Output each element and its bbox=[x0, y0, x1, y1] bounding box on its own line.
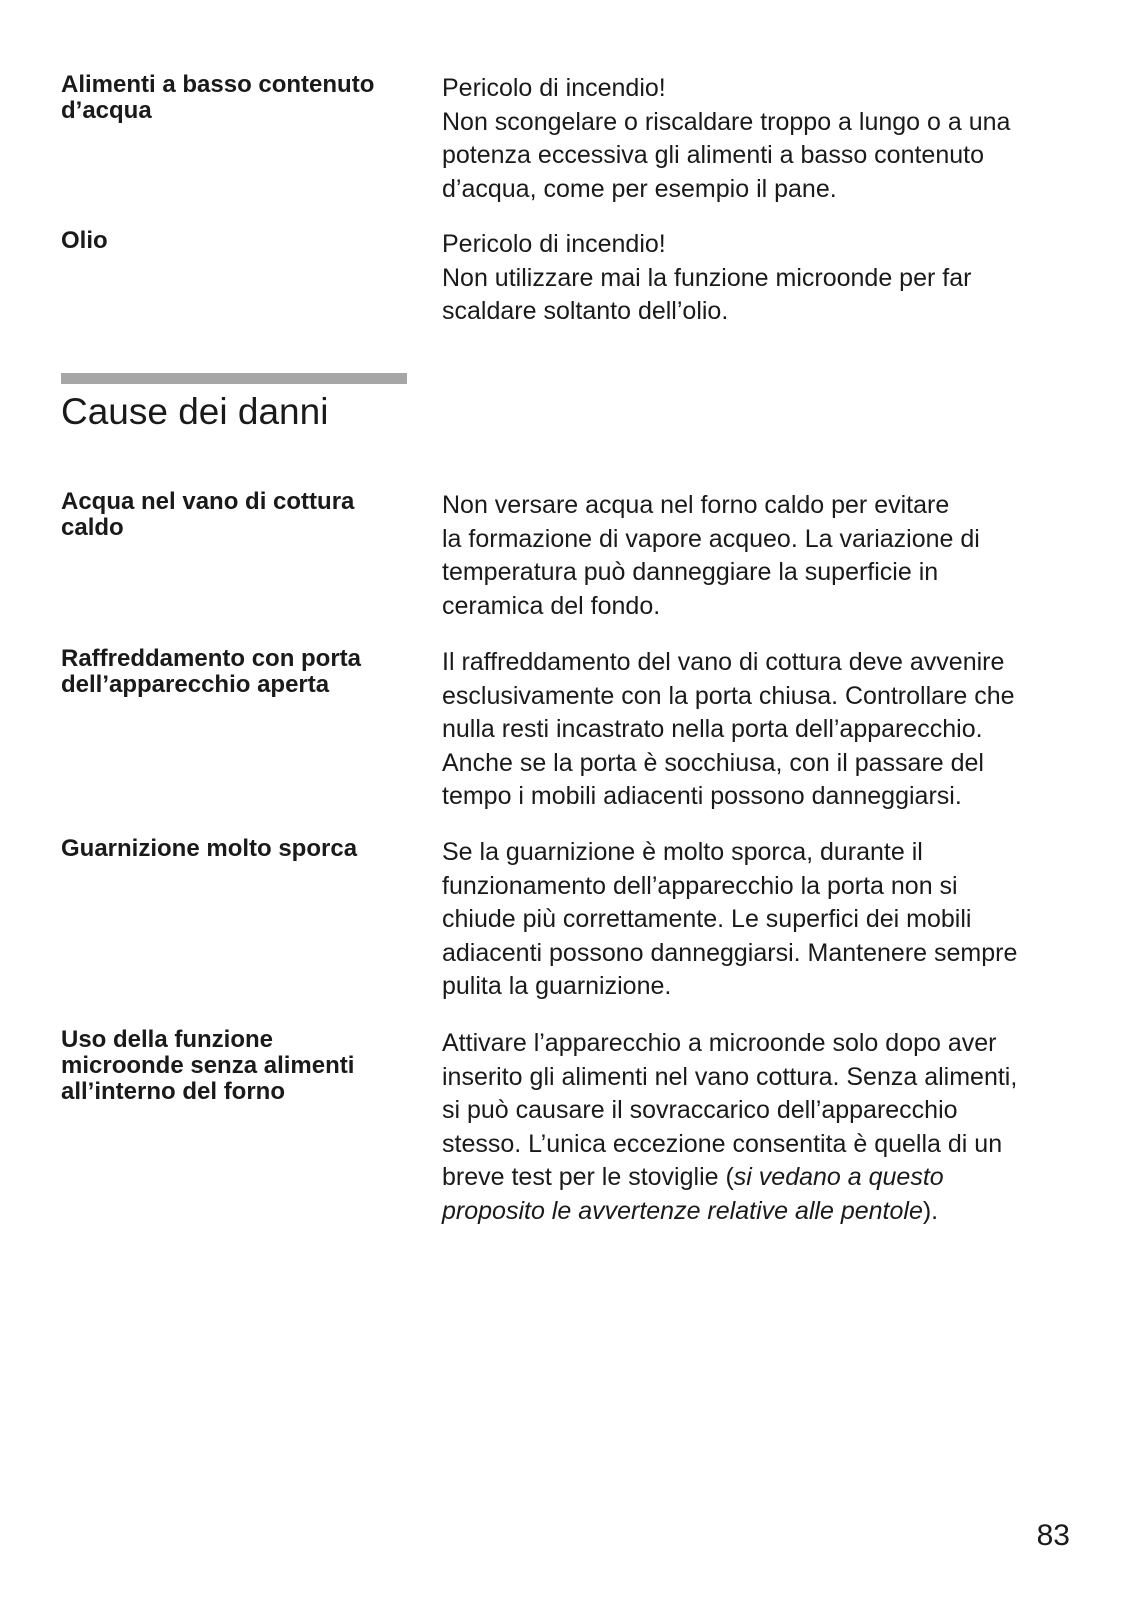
entry-text bbox=[442, 646, 1062, 814]
entry-label bbox=[61, 72, 411, 124]
label-line: Guarnizione molto sporca bbox=[61, 835, 358, 862]
entry-text bbox=[442, 489, 1062, 623]
text-line: Non versare acqua nel forno caldo per evitare bbox=[442, 491, 950, 519]
text-line: Se la guarnizione è molto sporca, durante il bbox=[442, 838, 923, 866]
text-line: Non utilizzare mai la funzione microonde per far bbox=[442, 263, 972, 292]
text-line: potenza eccessiva gli alimenti a basso contenuto bbox=[442, 141, 984, 169]
text-line: d’acqua, come per esempio il pane. bbox=[442, 174, 837, 203]
entry-text bbox=[442, 1027, 1062, 1228]
text-line: funzionamento dell’apparecchio la porta non si bbox=[442, 871, 958, 900]
text-line: Pericolo di incendio! bbox=[442, 74, 666, 102]
text-line: tempo i mobili adiacenti possono danneggiarsi. bbox=[442, 782, 962, 810]
entry-label bbox=[61, 1027, 411, 1105]
text-line: scaldare soltanto dell’olio. bbox=[442, 297, 729, 325]
text-line: la formazione di vapore acqueo. La variazione di bbox=[442, 524, 980, 553]
label-line: Raffreddamento con porta bbox=[61, 645, 362, 672]
text-line: Anche se la porta è socchiusa, con il passare del bbox=[442, 748, 984, 777]
text-line: adiacenti possono danneggiarsi. Mantenere sempre bbox=[442, 938, 1018, 967]
label-line: Olio bbox=[61, 227, 108, 254]
label-line: caldo bbox=[61, 514, 124, 541]
italic-reference: proposito le avvertenze relative alle pentole bbox=[442, 1196, 923, 1225]
label-line: dell’apparecchio aperta bbox=[61, 671, 330, 698]
entry-text bbox=[442, 228, 1062, 329]
text-line bbox=[442, 1161, 1062, 1195]
section-title: Cause dei danni bbox=[61, 391, 329, 432]
entry-label bbox=[61, 646, 411, 698]
entry-label bbox=[61, 836, 411, 862]
text-line: stesso. L’unica eccezione consentita è quella di un bbox=[442, 1129, 1003, 1158]
text-segment: breve test per le stoviglie ( bbox=[442, 1163, 734, 1191]
text-line: Pericolo di incendio! bbox=[442, 230, 666, 258]
text-line: ceramica del fondo. bbox=[442, 591, 661, 620]
label-line: d’acqua bbox=[61, 97, 152, 124]
label-line: Uso della funzione bbox=[61, 1026, 274, 1053]
text-line: Attivare l’apparecchio a microonde solo dopo aver bbox=[442, 1029, 997, 1057]
text-line: si può causare il sovraccarico dell’apparecchio bbox=[442, 1096, 958, 1124]
entry-label bbox=[61, 489, 411, 541]
entry-text bbox=[442, 72, 1062, 206]
text-line: inserito gli alimenti nel vano cottura. Senza alimenti, bbox=[442, 1062, 1018, 1091]
text-line: temperatura può danneggiare la superficie in bbox=[442, 558, 939, 586]
italic-reference: si vedano a questo bbox=[733, 1163, 944, 1191]
page-number: 83 bbox=[1036, 1519, 1070, 1552]
text-line: Non scongelare o riscaldare troppo a lungo o a una bbox=[442, 107, 1011, 136]
label-line: Acqua nel vano di cottura bbox=[61, 488, 355, 515]
text-line: chiude più correttamente. Le superfici dei mobili bbox=[442, 905, 972, 933]
text-line: Il raffreddamento del vano di cottura deve avvenire bbox=[442, 648, 1005, 676]
entry-label bbox=[61, 228, 411, 254]
label-line: all’interno del forno bbox=[61, 1078, 286, 1105]
text-line: nulla resti incastrato nella porta dell’apparecchio. bbox=[442, 715, 983, 743]
entry-text bbox=[442, 836, 1062, 1004]
text-segment: ). bbox=[922, 1196, 939, 1225]
label-line: microonde senza alimenti bbox=[61, 1052, 355, 1079]
section-rule bbox=[61, 373, 407, 384]
text-line: esclusivamente con la porta chiusa. Controllare che bbox=[442, 681, 1015, 710]
label-line: Alimenti a basso contenuto bbox=[61, 71, 375, 98]
text-line: pulita la guarnizione. bbox=[442, 972, 672, 1000]
text-line bbox=[442, 1195, 1062, 1229]
